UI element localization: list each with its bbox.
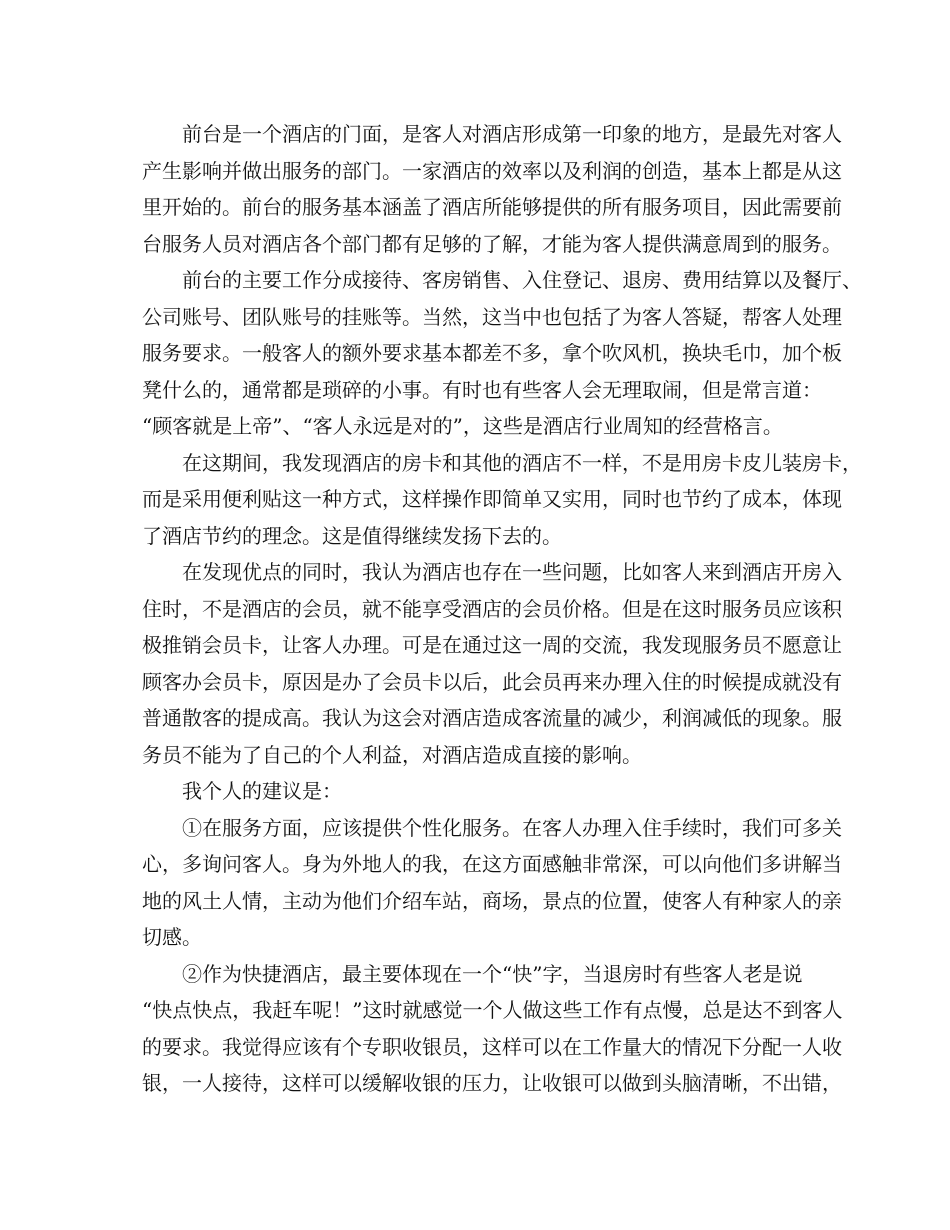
paragraph-6-line-1: ①在服务方面，应该提供个性化服务。在客人办理入住手续时，我们可多关: [182, 815, 842, 840]
paragraph-3-line-2: 而是采用便利贴这一种方式，这样操作即简单又实用，同时也节约了成本，体现: [142, 487, 842, 511]
paragraph-2-line-2: 公司账号、团队账号的挂账等。当然，这当中也包括了为客人答疑，帮客人处理: [142, 304, 842, 329]
paragraph-4-line-2: 住时，不是酒店的会员，就不能享受酒店的会员价格。但是在这时服务员应该积: [142, 596, 842, 621]
paragraph-2-line-1: 前台的主要工作分成接待、客房销售、入住登记、退房、费用结算以及餐厅、: [182, 268, 862, 292]
paragraph-4-line-4: 顾客办会员卡，原因是办了会员卡以后，此会员再来办理入住的时候提成就没有: [142, 669, 842, 694]
paragraph-6-line-3: 地的风土人情，主动为他们介绍车站，商场，景点的位置，使客人有种家人的亲: [142, 888, 842, 913]
paragraph-1-line-1: 前台是一个酒店的门面，是客人对酒店形成第一印象的地方，是最先对客人: [182, 122, 842, 146]
paragraph-7-line-4: 银，一人接待，这样可以缓解收银的压力，让收银可以做到头脑清晰，不出错，: [142, 1071, 842, 1095]
paragraph-5-line-1: 我个人的建议是：: [182, 779, 342, 803]
paragraph-4-line-1: 在发现优点的同时，我认为酒店也存在一些问题，比如客人来到酒店开房入: [182, 560, 842, 584]
paragraph-4-line-5: 普通散客的提成高。我认为这会对酒店造成客流量的减少，利润减低的现象。服: [142, 706, 842, 730]
paragraph-4-line-3: 极推销会员卡，让客人办理。可是在通过这一周的交流，我发现服务员不愿意让: [142, 633, 842, 657]
paragraph-6-line-4: 切感。: [142, 925, 202, 949]
paragraph-3-line-3: 了酒店节约的理念。这是值得继续发扬下去的。: [142, 523, 562, 548]
paragraph-6-line-2: 心，多询问客人。身为外地人的我，在这方面感触非常深，可以向他们多讲解当: [142, 852, 842, 876]
paragraph-3-line-1: 在这期间，我发现酒店的房卡和其他的酒店不一样，不是用房卡皮儿装房卡，: [182, 450, 862, 475]
paragraph-1-line-2: 产生影响并做出服务的部门。一家酒店的效率以及利润的创造，基本上都是从这: [142, 158, 842, 183]
paragraph-7-line-1: ②作为快捷酒店，最主要体现在一个“快”字，当退房时有些客人老是说: [182, 961, 803, 986]
paragraph-4-line-6: 务员不能为了自己的个人利益，对酒店造成直接的影响。: [142, 742, 642, 767]
paragraph-2-line-4: 凳什么的，通常都是琐碎的小事。有时也有些客人会无理取闹，但是常言道：: [142, 377, 822, 402]
paragraph-1-line-3: 里开始的。前台的服务基本涵盖了酒店所能够提供的所有服务项目，因此需要前: [142, 195, 842, 219]
paragraph-2-line-5: “顾客就是上帝”、“客人永远是对的”，这些是酒店行业周知的经营格言。: [142, 414, 783, 438]
paragraph-2-line-3: 服务要求。一般客人的额外要求基本都差不多，拿个吹风机，换块毛巾，加个板: [142, 341, 842, 365]
paragraph-1-line-4: 台服务人员对酒店各个部门都有足够的了解，才能为客人提供满意周到的服务。: [142, 231, 842, 256]
document-body: [142, 116, 862, 1102]
paragraph-7-line-3: 的要求。我觉得应该有个专职收银员，这样可以在工作量大的情况下分配一人收: [142, 1034, 842, 1059]
paragraph-7-line-2: “快点快点，我赶车呢！”这时就感觉一个人做这些工作有点慢，总是达不到客人: [142, 998, 843, 1022]
